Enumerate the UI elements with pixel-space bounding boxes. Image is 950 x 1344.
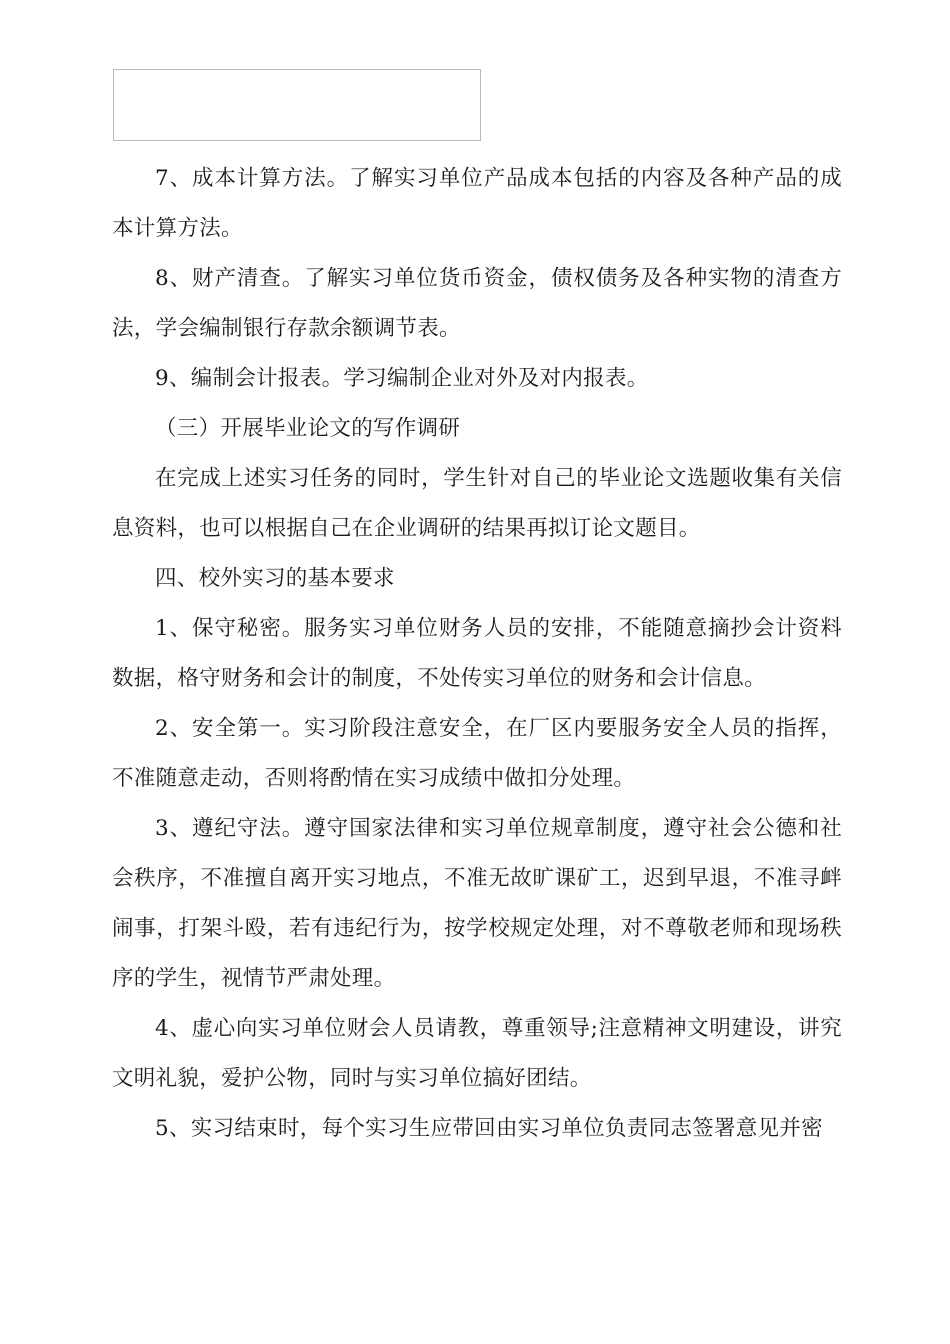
- paragraph-item-7-cost-calculation: 7、成本计算方法。了解实习单位产品成本包括的内容及各种产品的成本计算方法。: [112, 166, 842, 241]
- paragraph-item-9-financial-reports: 9、编制会计报表。学习编制企业对外及对内报表。: [155, 366, 649, 391]
- paragraph-requirement-3-discipline: 3、遵纪守法。遵守国家法律和实习单位规章制度，遵守社会公德和社会秩序，不准擅自离开实习地点，不准无故旷课矿工，迟到早退，不准寻衅闹事，打架斗殴，若有违纪行为，按学校规定处理，对不尊敬老师和现场秩序的学生，视情节严肃处理。: [112, 816, 842, 991]
- paragraph-item-8-property-inventory: 8、财产清查。了解实习单位货币资金，债权债务及各种实物的清查方法，学会编制银行存款余额调节表。: [112, 266, 842, 341]
- paragraph-requirement-1-confidentiality: 1、保守秘密。服务实习单位财务人员的安排，不能随意摘抄会计资料数据，格守财务和会计的制度，不处传实习单位的财务和会计信息。: [112, 616, 842, 691]
- paragraph-requirement-5-completion: 5、实习结束时，每个实习生应带回由实习单位负责同志签署意见并密: [155, 1116, 823, 1141]
- paragraph-requirement-2-safety: 2、安全第一。实习阶段注意安全，在厂区内要服务安全人员的指挥，不准随意走动，否则将酌情在实习成绩中做扣分处理。: [112, 716, 842, 791]
- empty-frame-box: [113, 69, 481, 141]
- section-heading-thesis-research: （三）开展毕业论文的写作调研: [155, 416, 461, 441]
- section-heading-internship-requirements: 四、校外实习的基本要求: [155, 566, 395, 591]
- paragraph-thesis-research: 在完成上述实习任务的同时，学生针对自己的毕业论文选题收集有关信息资料，也可以根据自己在企业调研的结果再拟订论文题目。: [112, 466, 842, 541]
- paragraph-requirement-4-respect: 4、虚心向实习单位财会人员请教，尊重领导;注意精神文明建设，讲究文明礼貌，爱护公物，同时与实习单位搞好团结。: [112, 1016, 842, 1091]
- document-body: [112, 154, 842, 1154]
